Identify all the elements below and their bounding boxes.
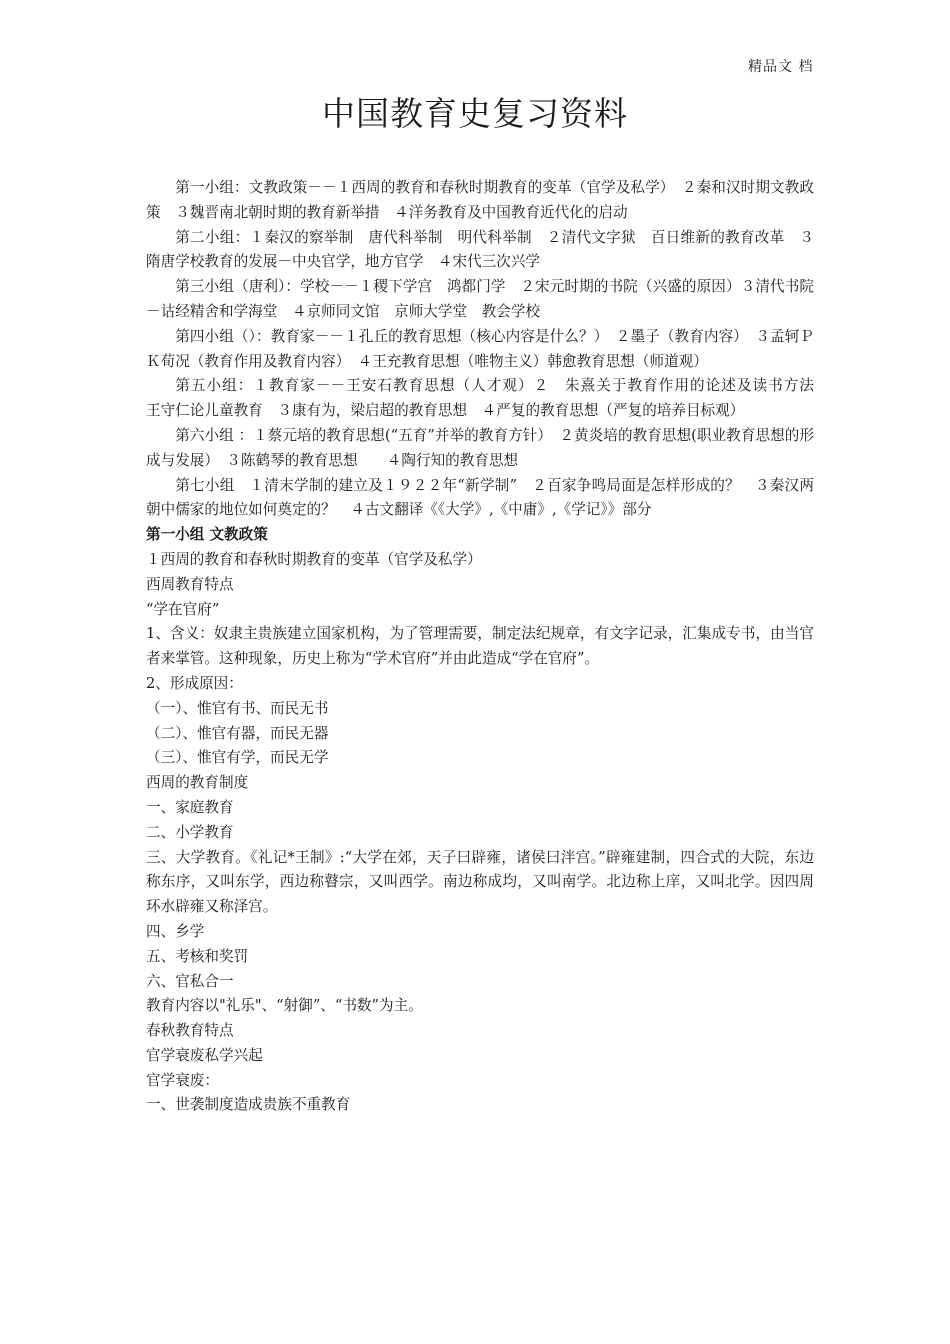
paragraph: 2、形成原因： (146, 674, 243, 692)
paragraph: （二）、惟官有器，而民无器 (146, 724, 329, 742)
paragraph: 西周的教育制度 (146, 774, 249, 792)
paragraph: 第一小组：文教政策－－１西周的教育和春秋时期教育的变革（官学及私学） ２秦和汉时期文教政策 ３魏晋南北朝时期的教育新举措 ４洋务教育及中国教育近代化的启动 (146, 179, 814, 221)
document-body (146, 176, 873, 1118)
paragraph: 官学衰废： (146, 1071, 219, 1089)
paragraph: １西周的教育和春秋时期教育的变革（官学及私学） (146, 550, 482, 568)
paragraph: 五、考核和奖罚 (146, 947, 249, 965)
paragraph: （三）、惟官有学，而民无学 (146, 749, 329, 767)
paragraph: 二、小学教育 (146, 823, 234, 841)
paragraph: 第六小组 ：１蔡元培的教育思想(“五育”并举的教育方针） ２黄炎培的教育思想(职业教育思想的形成与发展） ３陈鹤琴的教育思想 ４陶行知的教育思想 (146, 426, 814, 469)
paragraph: 春秋教育特点 (146, 1022, 234, 1040)
paragraph: 六、官私合一 (146, 972, 234, 990)
paragraph: 三、大学教育。《礼记*王制》:“大学在郊，天子曰辟雍，诸侯曰泮宫。”辟雍建制，四合式的大院，东边称东序，又叫东学，西边称瞽宗，又叫西学。南边称成均，又叫南学。北边称上庠，又叫北学。因四周环水辟雍又称泽宫。 (146, 848, 814, 916)
paragraph: 第三小组（唐利）：学校－－１稷下学宫 鸿都门学 ２宋元时期的书院（兴盛的原因）３清代书院－诂经精舍和学海堂 ４京师同文馆 京师大学堂 教会学校 (146, 278, 814, 320)
paragraph: 第七小组 １清末学制的建立及１９２２年“新学制” ２百家争鸣局面是怎样形成的？ ３秦汉两朝中儒家的地位如何奠定的？ ４古文翻译《《大学》,《中庸》,《学记》》部分 (146, 476, 814, 519)
section-heading: 第一小组 文教政策 (146, 526, 268, 544)
paragraph: 1、含义：奴隶主贵族建立国家机构，为了管理需要，制定法纪规章，有文字记录，汇集成专书，由当官者来掌管。这种现象，历史上称为“学术官府”并由此造成“学在官府”。 (146, 625, 814, 668)
paragraph: 第四小组（）：教育家－－１孔丘的教育思想（核心内容是什么？） ２墨子（教育内容） ３孟轲ＰＫ荀况（教育作用及教育内容） ４王充教育思想（唯物主义）韩愈教育思想（师道观） (146, 327, 814, 370)
document-title: 中国教育史复习资料 (322, 94, 628, 133)
paragraph: “学在官府” (146, 600, 220, 618)
paragraph: （一）、惟官有书、而民无书 (146, 699, 329, 717)
header-tag: 精品文 档 (748, 59, 814, 75)
paragraph: 官学衰废私学兴起 (146, 1046, 263, 1064)
paragraph: 四、乡学 (146, 922, 205, 940)
paragraph: 教育内容以"礼乐"、“射御”、“书数”为主。 (146, 997, 423, 1015)
paragraph: 西周教育特点 (146, 575, 234, 593)
paragraph: 第五小组：１教育家－－王安石教育思想（人才观）２ 朱熹关于教育作用的论述及读书方法 王守仁论儿童教育 ３康有为，梁启超的教育思想 ４严复的教育思想（严复的培养目标观） (146, 377, 873, 420)
paragraph: 第二小组：１秦汉的察举制 唐代科举制 明代科举制 ２清代文字狱 百日维新的教育改革 ３隋唐学校教育的发展－中央官学，地方官学 ４宋代三次兴学 (146, 228, 814, 271)
paragraph: 一、家庭教育 (146, 798, 234, 816)
paragraph: 一、世袭制度造成贵族不重教育 (146, 1096, 351, 1114)
